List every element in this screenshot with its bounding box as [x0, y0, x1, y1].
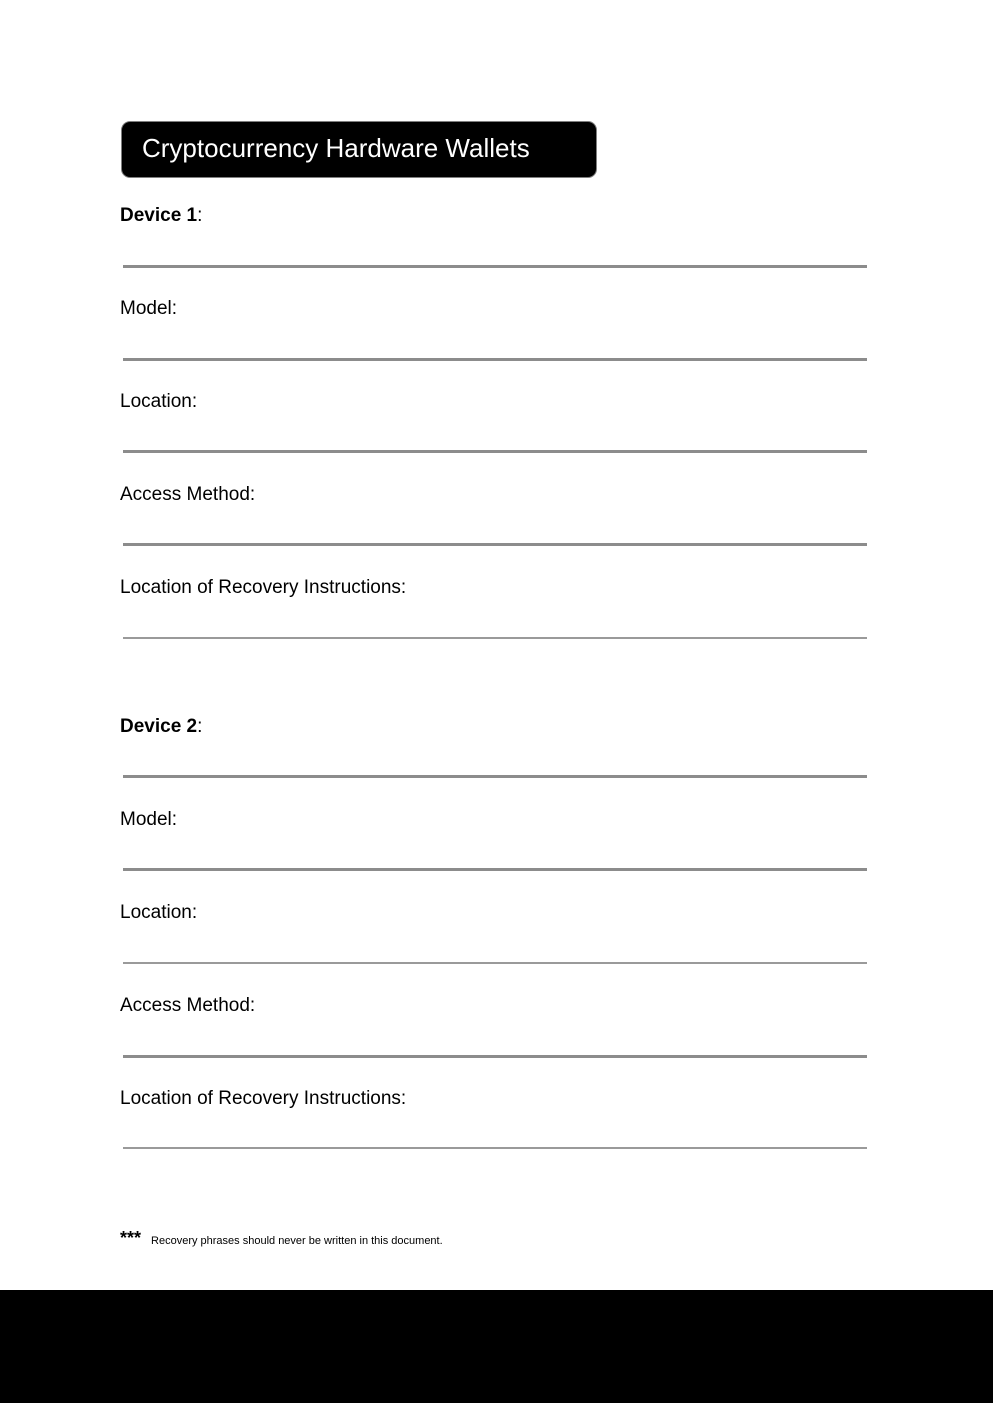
device-1-location-label: Location: — [120, 391, 198, 412]
device-1-recovery-label: Location of Recovery Instructions: — [120, 577, 407, 598]
title-banner — [121, 121, 597, 178]
device-2-name: Device 2 — [120, 716, 198, 737]
device-1-colon: : — [197, 205, 203, 226]
device-1-recovery-line — [123, 637, 867, 639]
device-1-model-line — [123, 358, 867, 361]
device-1-access-method-label: Access Method: — [120, 484, 256, 505]
device-1-model-label: Model: — [120, 298, 178, 319]
device-2-heading — [120, 716, 202, 738]
device-2-location-line — [123, 962, 867, 964]
footnote — [120, 1228, 443, 1249]
footnote-text: Recovery phrases should never be written in this document. — [151, 1235, 443, 1247]
device-2-colon: : — [197, 716, 203, 737]
device-2-access-method-line — [123, 1055, 867, 1058]
device-1-location-line — [123, 450, 867, 453]
device-2-access-method-label: Access Method: — [120, 995, 256, 1016]
page-title: Cryptocurrency Hardware Wallets — [142, 132, 530, 163]
device-2-model-label: Model: — [120, 809, 178, 830]
device-1-name: Device 1 — [120, 205, 198, 226]
device-2-recovery-line — [123, 1147, 867, 1149]
device-2-recovery-label: Location of Recovery Instructions: — [120, 1088, 407, 1109]
device-1-access-method-line — [123, 543, 867, 546]
device-2-model-line — [123, 868, 867, 871]
footer-band — [0, 1290, 993, 1403]
device-1-heading — [120, 205, 202, 227]
footnote-marker: *** — [120, 1228, 142, 1248]
device-2-name-line — [123, 775, 867, 778]
device-1-name-line — [123, 265, 867, 268]
device-2-location-label: Location: — [120, 902, 198, 923]
